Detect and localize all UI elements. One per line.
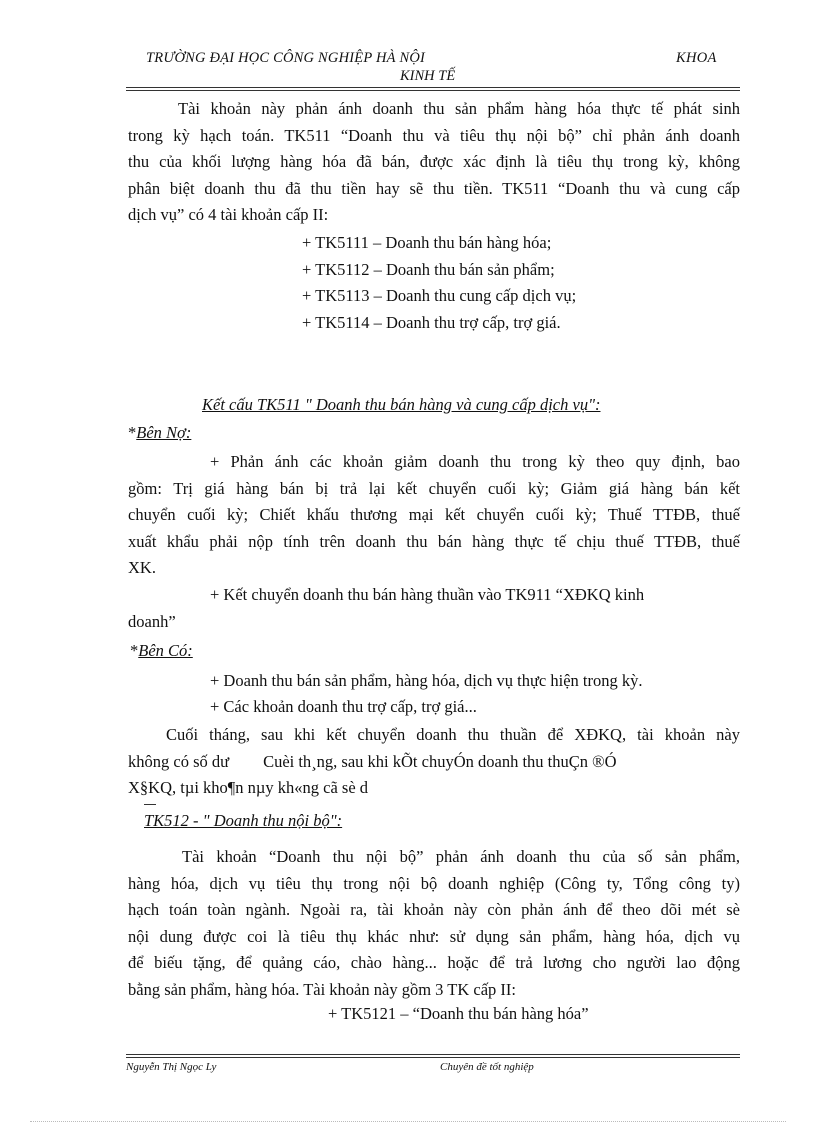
sub-account-list bbox=[302, 230, 576, 336]
credit-item-2: + Các khoản doanh thu trợ cấp, trợ giá... bbox=[210, 697, 477, 716]
tk512-line: nội dung được coi là tiêu thụ khác như: sử dụng sản phẩm, hàng hóa, dịch vụ bbox=[128, 926, 740, 946]
intro-line: thu của khối lượng hàng hóa đã bán, được xác định là tiêu thụ trong kỳ, không bbox=[128, 152, 740, 171]
footer-document-type: Chuyên đề tốt nghiệp bbox=[440, 1061, 534, 1073]
debit-item-1 bbox=[128, 449, 740, 582]
debit-line: + Kết chuyển doanh thu bán hàng thuần vào TK911 “XĐKQ kinh bbox=[210, 585, 645, 604]
footer-rule-2 bbox=[126, 1057, 740, 1058]
header-faculty-name: KINH TẾ bbox=[400, 68, 456, 84]
debit-line: + Phản ánh các khoản giảm doanh thu trong kỳ theo quy định, bao bbox=[210, 452, 740, 471]
tk512-sub-item: + TK5121 – “Doanh thu bán hàng hóa” bbox=[328, 1004, 589, 1023]
tk512-heading-mark bbox=[144, 804, 156, 805]
intro-line: phân biệt doanh thu đã thu tiền hay sẽ thu tiền. TK511 “Doanh thu và cung cấp bbox=[128, 178, 740, 198]
structure-heading: Kết cấu TK511 " Doanh thu bán hàng và cung cấp dịch vụ": bbox=[202, 395, 601, 414]
credit-label bbox=[130, 638, 193, 665]
page-bottom-border bbox=[30, 1121, 786, 1122]
sub-account-item: + TK5112 – Doanh thu bán sản phẩm; bbox=[302, 259, 555, 279]
closing-line: Cuối tháng, sau khi kết chuyển doanh thu thuần để XĐKQ, tài khoản này bbox=[166, 725, 740, 744]
credit-item-1: + Doanh thu bán sản phẩm, hàng hóa, dịch vụ thực hiện trong kỳ. bbox=[210, 671, 643, 690]
closing-line bbox=[128, 749, 740, 776]
debit-label-text: Bên Nợ: bbox=[136, 423, 192, 442]
header-faculty-word: KHOA bbox=[676, 50, 717, 66]
footer-author: Nguyễn Thị Ngọc Ly bbox=[126, 1061, 217, 1073]
debit-star: * bbox=[128, 423, 137, 442]
tk512-line: để biếu tặng, để quảng cáo, chào hàng... hoặc để trả lương cho người lao động bbox=[128, 953, 740, 972]
intro-line: trong kỳ hạch toán. TK511 “Doanh thu và tiêu thụ nội bộ” chỉ phản ánh doanh bbox=[128, 125, 740, 145]
intro-paragraph bbox=[128, 96, 740, 229]
intro-line: dịch vụ” có 4 tài khoản cấp II: bbox=[128, 205, 329, 224]
debit-line: XK. bbox=[128, 558, 156, 577]
debit-line: xuất khẩu phải nộp tính trên doanh thu bán hàng thực tế chịu thuế TTĐB, thuế bbox=[128, 531, 740, 551]
closing-paragraph bbox=[128, 722, 740, 802]
debit-item-2 bbox=[128, 582, 740, 635]
footer-rule bbox=[126, 1054, 740, 1055]
intro-line: Tài khoản này phản ánh doanh thu sản phẩm hàng hóa thực tế phát sinh bbox=[178, 99, 740, 118]
header-rule bbox=[126, 87, 740, 88]
debit-label bbox=[128, 420, 191, 447]
tk512-line: Tài khoản “Doanh thu nội bộ” phản ánh doanh thu của số sản phẩm, bbox=[182, 847, 740, 866]
credit-star: * bbox=[130, 641, 139, 660]
closing-line: X§KQ, tµi kho¶n nµy kh«ng cã sè d bbox=[128, 778, 369, 797]
tk512-line: hạch toán toàn ngành. Ngoài ra, tài khoản này còn phản ánh để theo dõi mét sè bbox=[128, 900, 740, 919]
header-rule-2 bbox=[126, 90, 740, 91]
tk512-heading: TK512 - " Doanh thu nội bộ": bbox=[144, 811, 343, 830]
debit-line: doanh” bbox=[128, 611, 176, 631]
sub-account-item: + TK5113 – Doanh thu cung cấp dịch vụ; bbox=[302, 286, 577, 305]
debit-line: gồm: Trị giá hàng bán bị trả lại kết chuyển cuối kỳ; Giảm giá hàng bán kết bbox=[128, 478, 740, 498]
tk512-line: hàng hóa, dịch vụ tiêu thụ trong nội bộ doanh nghiệp (Công ty, Tổng công ty) bbox=[128, 873, 740, 893]
closing-text: không có số dư bbox=[128, 751, 230, 771]
closing-garbled-text: Cuèi th¸ng, sau khi kÕt chuyÓn doanh thu thuÇn ®Ó bbox=[263, 751, 617, 771]
sub-account-item: + TK5111 – Doanh thu bán hàng hóa; bbox=[302, 233, 552, 252]
credit-label-text: Bên Có: bbox=[138, 641, 193, 660]
header-school-name: TRƯỜNG ĐẠI HỌC CÔNG NGHIỆP HÀ NỘI bbox=[146, 50, 426, 66]
sub-account-item: + TK5114 – Doanh thu trợ cấp, trợ giá. bbox=[302, 312, 561, 332]
debit-line: chuyển cuối kỳ; Chiết khấu thương mại kết chuyển cuối kỳ; Thuế TTĐB, thuế bbox=[128, 505, 740, 524]
tk512-line: bằng sản phẩm, hàng hóa. Tài khoản này gồm 3 TK cấp II: bbox=[128, 979, 516, 999]
tk512-paragraph bbox=[128, 844, 740, 1003]
